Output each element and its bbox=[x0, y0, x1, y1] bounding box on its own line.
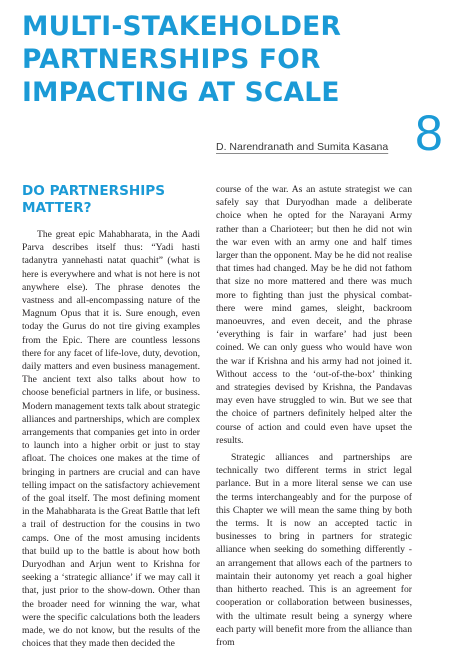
chapter-title-line: PARTNERSHIPS FOR bbox=[22, 44, 321, 75]
chapter-number: 8 bbox=[415, 105, 443, 161]
body-paragraph: course of the war. As an astute strategist we can safely say that Duryodhan made a deliberate choice when he opted for the Narayani Army rather than a Charioteer; but then he did not win the war even with an army one and half times larger than the opponent. May be he did not realise that times had changed. May be he did not fathom that size no more mattered and there was much more to fighting than just the physical combat-there were mind games, sleight, backroom manoeuvres, and even deceit, and the phrase ‘everything is fair in warfare’ had just been coined. We can only guess who would have won the war if Krishna and his army had not joined it. Without access to the ‘out-of-the-box’ thinking and strategies devised by Krishna, the Pandavas may even have struggled to win. But we see that the choice of partners definitely helped alter the course of action and could even have upset the results. bbox=[216, 184, 412, 446]
body-column-left bbox=[22, 228, 200, 651]
body-column-right bbox=[216, 183, 412, 649]
chapter-title bbox=[22, 10, 412, 109]
body-paragraph: Strategic alliances and partnerships are technically two different terms in strict legal parlance. But in a more literal sense we can use the terms interchangeably and for the purpose of this Chapter we will mean the same thing by both the terms. It is now an accepted tactic in businesses to bring in partners for strategic alliance when seeking do something differently -an arrangement that allows each of the partners to maintain their autonomy yet reach a goal higher than hitherto reached. This is an agreement for cooperation or collaboration between businesses, with the ultimate result being a synergy where each party will benefit more from the alliance than from bbox=[216, 452, 412, 648]
section-heading: DO PARTNERSHIPS MATTER? bbox=[22, 183, 166, 216]
body-paragraph: The great epic Mahabharata, in the Aadi Parva describes itself thus: “Yadi hasti tadanytra yannehasti natat quachit” (what is here is everywhere and what is not here is not anywhere else). The phrase denotes the vastness and all-encompassing nature of the Magnum Opus that it is. Sure enough, even today the Gurus do not tire giving examples from the Epic. There are countless lessons there for any facet of life-love, duty, devotion, daily matters and even business management. The ancient text also talks about how to choose beneficial partners in life, or business. Modern management texts talk about strategic alliances and partnerships, which are complex arrangements that companies get into in order to launch into a higher orbit or just to stay afloat. The choices one makes at the time of bringing in partners are crucial and can have telling impact on the satisfactory achievement of the goal itself. The most defining moment in the Mahabharata is the Great Battle that left a trail of destruction for the cousins in two camps. One of the most amusing incidents that build up to the battle is about how both Duryodhan and Arjun went to Krishna for seeking a ‘strategic alliance’ if we may call it that, just prior to the show-down. Other than the broader need for winning the war, what were the specific calculations both the leaders made, we do not know, but the results of the choices that they made then decided the bbox=[22, 229, 200, 650]
chapter-title-line: MULTI-STAKEHOLDER bbox=[22, 11, 342, 42]
chapter-authors: D. Narendranath and Sumita Kasana bbox=[216, 141, 389, 153]
chapter-title-line: IMPACTING AT SCALE bbox=[22, 77, 340, 108]
